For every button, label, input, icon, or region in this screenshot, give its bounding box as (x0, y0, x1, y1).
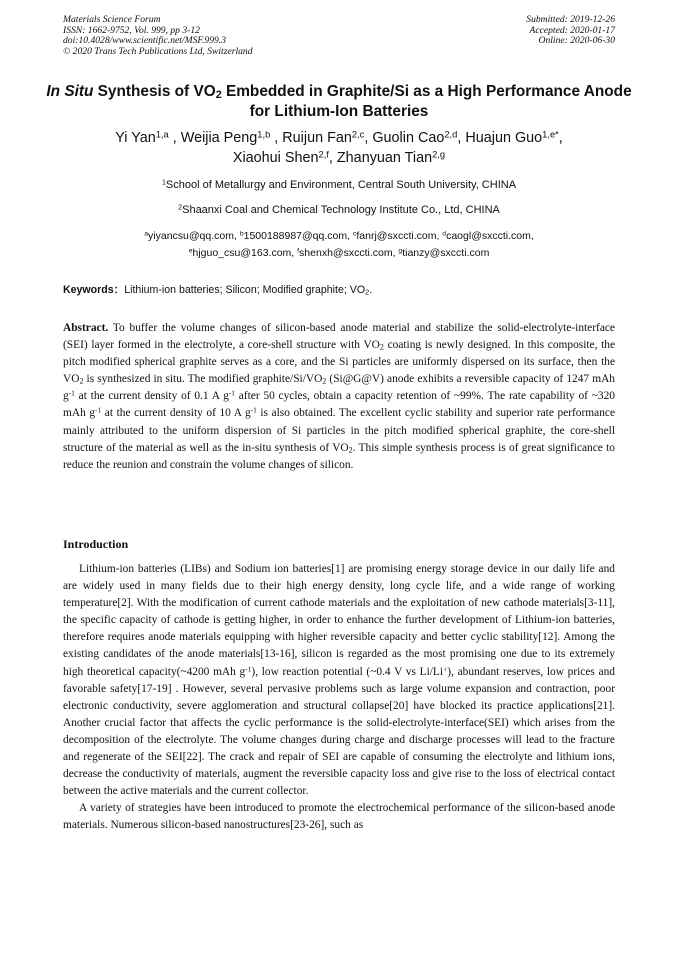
journal-doi[interactable]: doi:10.4028/www.scientific.net/MSF.999.3 (63, 35, 226, 47)
author-list: Yi Yan$^{1,a}$ , Weijia Peng$^{1,b}$ , Ruijun Fan$^{2,c}$, Guolin Cao$^{2,d}$, Huajun Guo$^{1,e*}$, Xiaohui Shen$^{2,f}$, Zhanyuan Tian$^{2,g}$ (115, 129, 563, 166)
email-link[interactable]: $^b$1500188987@qq.com (239, 230, 348, 242)
abstract-label: Abstract. (63, 322, 109, 334)
email-link[interactable]: $^a$yiyancsu@qq.com (144, 230, 234, 242)
affiliation-1: $^1$School of Metallurgy and Environment, Central South University, CHINA (161, 178, 517, 191)
abstract: Abstract. To buffer the volume changes of silicon-based anode material and stabilize the solid-electrolyte-interface (SEI) layer formed in the electrolyte, a core-shell structure with $VO_2$ coating is newly designed. In this composite, the pitch modified spherical graphite serves as a core, and the Si particles are uniformly dispersed on its surface, then the $VO_2$ is synthesized in situ. The modified graphite/$Si/VO_2$ (Si@G@V) anode exhibits a reversible capacity of 1247 mAh $g^{-1}$ at the current density of 0.1 A $g^{-1}$ after 50 cycles, obtain a capacity retention of ~99%. The rate capability of ~320 mAh $g^{-1}$ at the current density of 10 A $g^{-1}$ is also obtained. The excellent cyclic stability and superior rate performance mainly attributed to the uniform dispersion of Si particles in the pitch modified spherical graphite, the core-shell structure of the material as well as the in-situ synthesis of $VO_2$. This simple synthesis process is of great significance to reduce the reunion and constrain the volume changes of silicon. (63, 322, 616, 471)
keywords: Keywords：Lithium-ion batteries; Silicon; Modified graphite; $VO_2$. (63, 284, 373, 297)
email-link[interactable]: $^d$caogl@sxccti.com (442, 230, 531, 242)
journal-name: Materials Science Forum (63, 14, 161, 25)
author-emails: $^a$yiyancsu@qq.com, $^b$1500188987@qq.com, $^c$fanrj@sxccti.com, $^d$caogl@sxccti.com, $^e$hjguo_csu@163.com, $^f$shenxh@sxccti.com, $^g$tianzy@sxccti.com (144, 230, 534, 259)
paper-title: In Situ Synthesis of $VO_2$ Embedded in Graphite/Si as a High Performance Anode for Lithium-Ion Batteries (46, 83, 632, 120)
dates-header (526, 15, 615, 47)
introduction-body (63, 561, 615, 835)
journal-issn: ISSN: 1662-9752, Vol. 999, pp 3-12 (63, 24, 200, 36)
journal-copyright: © 2020 Trans Tech Publications Ltd, Switzerland (63, 45, 253, 57)
email-link[interactable]: $^g$tianzy@sxccti.com (398, 247, 490, 259)
author: Yi Yan$^{1,a}$ (115, 129, 169, 146)
author: Zhanyuan Tian$^{2,g}$ (336, 149, 446, 166)
paragraph: Lithium-ion batteries (LIBs) and Sodium ion batteries[1] are promising energy storage device in our daily life and are widely used in many fields due to their high energy density, long cycle life, and a wide range of working temperature[2]. With the modification of current cathode materials and the exploitation of new cathode materials[3-11], the specific capacity of cathode is getting higher, in order to enhance the further development of Lithium-ion batteries, therefore requires anode materials equipping with higher reversible capacity and better cyclic stability[12]. Among the existing candidates of the anode materials[13-16], silicon is regarded as the most promising one due to its extremely high theoretical capacity(~4200 mAh $g^{-1}$), low reaction potential (~0.4 V vs Li/Li+), abundant reserves, low prices and favorable safety[17-19] . However, several pervasive problems such as large volume expansion and contraction, poor electronic conductivity, severe agglomeration and structural collapse[20] have blocked its practice applications[21]. Another crucial factor that affects the cyclic performance is the solid-electrolyte-interface(SEI) which arises from the decomposition of the electrolyte. The volume changes during charge and discharge processes will lead to the fracture and regenerate of the SEI[22]. The crack and repair of SEI are capable of consuming the electrolyte and lithium ions, decrease the conductivity of materials, augment the reversible capacity loss and give rise to the loss of electrical contact between the active materials and the current collector. (63, 563, 615, 798)
email-link[interactable]: $^f$shenxh@sxccti.com (297, 247, 393, 259)
affiliation-2: $^2$Shaanxi Coal and Chemical Technology Institute Co., Ltd, CHINA (178, 203, 500, 216)
author: Huajun Guo$^{1,e*}$ (465, 129, 559, 146)
date-accepted: Accepted: 2020-01-17 (529, 24, 615, 36)
date-online: Online: 2020-06-30 (538, 35, 615, 47)
journal-header (63, 15, 253, 57)
email-link[interactable]: $^e$hjguo_csu@163.com (188, 247, 292, 259)
author: Weijia Peng$^{1,b}$ (180, 129, 271, 146)
section-heading-introduction: Introduction (63, 537, 129, 551)
date-submitted: Submitted: 2019-12-26 (526, 14, 615, 25)
author: Xiaohui Shen$^{2,f}$ (232, 149, 329, 166)
paragraph: A variety of strategies have been introduced to promote the electrochemical performance of the silicon-based anode materials. Numerous silicon-based nanostructures[23-26], such as (63, 802, 615, 832)
author: Ruijun Fan$^{2,c}$ (282, 129, 365, 146)
email-link[interactable]: $^c$fanrj@sxccti.com (352, 230, 437, 242)
author: Guolin Cao$^{2,d}$ (372, 129, 458, 146)
keywords-label: Keywords： (63, 284, 125, 296)
